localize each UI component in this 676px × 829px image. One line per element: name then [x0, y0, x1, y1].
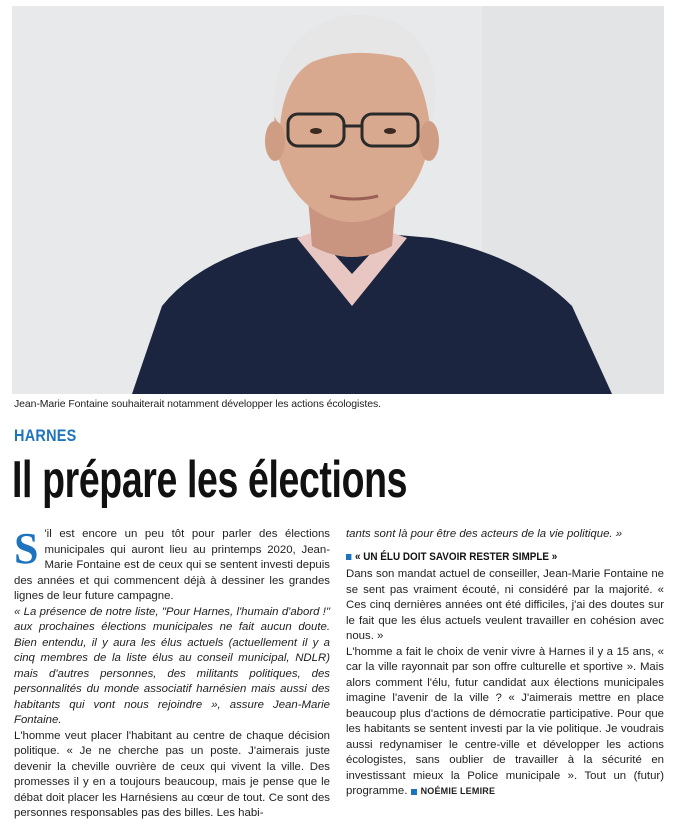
paragraph: L'homme a fait le choix de venir vivre à Harnes il y a 15 ans, « car la ville rayonnait par son offre culturelle et sportive ». Mais alors comment l'élu, futur candidat aux élections municipales imagine l'avenir de la ville ? « J'aimerais mettre en place beaucoup plus d'actions de démocratie participative. Pour que les habitants se sentent investi par la vie politique. Je voudrais aussi redynamiser le centre-ville et développer les actions écologistes, sans oublier de travailler à la sécurité en investissant mieux la Police municipale ». Tout un (futur) programme. NOÉMIE LEMIRE [346, 645, 664, 797]
author-signature: NOÉMIE LEMIRE [411, 786, 496, 796]
subheading: « UN ÉLU DOIT SAVOIR RESTER SIMPLE » [346, 550, 632, 566]
article-headline: Il prépare les élections [12, 451, 408, 509]
paragraph: 'il est encore un peu tôt pour parler des élections municipales qui auront lieu au printemps 2020, Jean-Marie Fontaine est de ceux qui se sentent investi depuis des années et qui commencent déjà à dessiner les grandes lignes de leur future campagne. [14, 528, 330, 602]
portrait-photo [12, 6, 664, 394]
portrait-illustration [12, 6, 664, 394]
paragraph: L'homme veut placer l'habitant au centre de chaque décision politique. « Je ne cherche pas un poste. J'aimerais juste devenir la cheville ouvrière de ceux qui vivent la ville. Des promesses il y en a toujours beaucoup, mais je pense que le débat doit placer les Harnésiens au cœur de tout. Ce sont des personnes responsables pas des billes. Les habi- [14, 729, 330, 819]
quote-paragraph: « La présence de notre liste, "Pour Harnes, l'humain d'abord !" aux prochaines élections municipales ne fait aucun doute. Bien entendu, il y aura les élus actuels (actuellement il y a cinq membres de la liste élus au conseil municipal, NDLR) mais d'autres personnes, des militants politiques, des personnalités du monde associatif harnésien mais aussi des habitants qui vont nous rejoindre », assure Jean-Marie Fontaine. [14, 605, 330, 726]
paragraph: Dans son mandat actuel de conseiller, Jean-Marie Fontaine ne se sent pas vraiment écouté, ni considéré par la majorité. « Ces cinq dernières années ont été difficiles, j'ai des doutes sur le fait que les élus actuels veulent travailler en cohésion avec nous. » [346, 568, 664, 642]
photo-caption: Jean-Marie Fontaine souhaiterait notamment développer les actions écologistes. [14, 398, 381, 410]
paragraph: tants sont là pour être des acteurs de la vie politique. » [346, 528, 623, 540]
square-bullet-icon [411, 789, 417, 795]
section-label: HARNES [14, 426, 77, 445]
square-bullet-icon [346, 554, 351, 560]
article-column-1 [14, 524, 330, 822]
article-column-2 [346, 527, 664, 800]
drop-cap: S [14, 524, 39, 573]
